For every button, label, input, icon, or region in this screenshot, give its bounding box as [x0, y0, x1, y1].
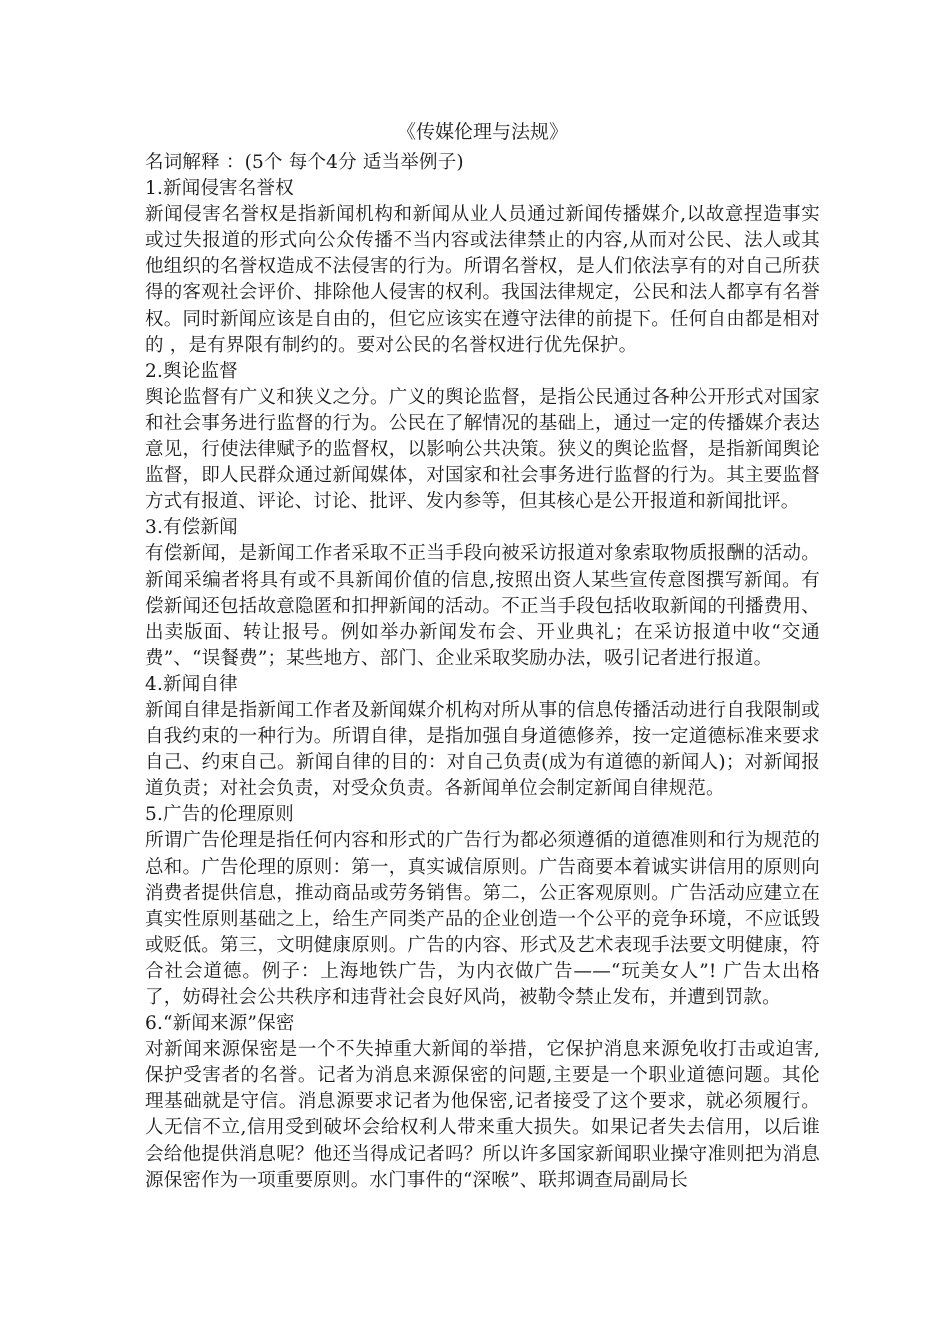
section-heading-2: 2.舆论监督 [145, 360, 238, 382]
section-body-5: 所谓广告伦理是指任何内容和形式的广告行为都必须遵循的道德准则和行为规范的总和。广告伦理的原则：第一，真实诚信原则。广告商要本着诚实讲信用的原则向消费者提供信息，推动商品或劳务销售。第二，公正客观原则。广告活动应建立在真实性原则基础之上，给生产同类产品的企业创造一个公平的竞争环境，不应诋毁或贬低。第三，文明健康原则。广告的内容、形式及艺术表现手法要文明健康，符合社会道德。例子：上海地铁广告，为内衣做广告——“玩美女人”! 广告太出格了，妨碍社会公共秩序和违背社会良好风尚，被勒令禁止发布，并遭到罚款。 [145, 830, 820, 1008]
section-heading-1: 1.新闻侵害名誉权 [145, 178, 294, 200]
section-heading-4: 4.新闻自律 [145, 673, 238, 695]
document-content [145, 150, 820, 1194]
section-body-6: 对新闻来源保密是一个不失掉重大新闻的举措，它保护消息来源免收打击或迫害,保护受害者的名誉。记者为消息来源保密的问题,主要是一个职业道德问题。其伦理基础就是守信。消息源要求记者为他保密,记者接受了这个要求，就必须履行。人无信不立,信用受到破坏会给权利人带来重大损失。如果记者失去信用，以后谁会给他提供消息呢？他还当得成记者吗？所以许多国家新闻职业操守准则把为消息源保密作为一项重要原则。水门事件的“深喉”、联邦调查局副局长 [145, 1039, 820, 1191]
section-body-4: 新闻自律是指新闻工作者及新闻媒介机构对所从事的信息传播活动进行自我限制或自我约束的一种行为。所谓自律，是指加强自身道德修养，按一定道德标准来要求自己、约束自己。新闻自律的目的：对自己负责(成为有道德的新闻人)；对新闻报道负责；对社会负责，对受众负责。各新闻单位会制定新闻自律规范。 [145, 699, 820, 800]
section-body-3: 有偿新闻，是新闻工作者采取不正当手段向被采访报道对象索取物质报酬的活动。新闻采编者将具有或不具新闻价值的信息,按照出资人某些宣传意图撰写新闻。有偿新闻还包括故意隐匿和扣押新闻的活动。不正当手段包括收取新闻的刊播费用、出卖版面、转让报号。例如举办新闻发布会、开业典礼；在采访报道中收“交通费”、“误餐费”；某些地方、部门、企业采取奖励办法，吸引记者进行报道。 [145, 543, 820, 669]
section-body-1: 新闻侵害名誉权是指新闻机构和新闻从业人员通过新闻传播媒介,以故意捏造事实或过失报道的形式向公众传播不当内容或法律禁止的内容,从而对公民、法人或其他组织的名誉权造成不法侵害的行为。所谓名誉权，是人们依法享有的对自己所获得的客观社会评价、排除他人侵害的权利。我国法律规定，公民和法人都享有名誉权。同时新闻应该是自由的，但它应该实在遵守法律的前提下。任何自由都是相对的 ，是有界限有制约的。要对公民的名誉权进行优先保护。 [145, 204, 820, 356]
intro-line: 名词解释 ：(5个 每个4分 适当举例子) [145, 152, 464, 173]
section-heading-3: 3.有偿新闻 [145, 517, 238, 539]
section-heading-6: 6.“新闻来源”保密 [145, 1013, 295, 1035]
section-body-2: 舆论监督有广义和狭义之分。广义的舆论监督，是指公民通过各种公开形式对国家和社会事务进行监督的行为。公民在了解情况的基础上，通过一定的传播媒介表达意见，行使法律赋予的监督权，以影响公共决策。狭义的舆论监督，是指新闻舆论监督，即人民群众通过新闻媒体，对国家和社会事务进行监督的行为。其主要监督方式有报道、评论、讨论、批评、发内参等，但其核心是公开报道和新闻批评。 [145, 386, 820, 513]
section-heading-5: 5.广告的伦理原则 [145, 804, 294, 826]
document-title: 《传媒伦理与法规》 [396, 121, 568, 143]
